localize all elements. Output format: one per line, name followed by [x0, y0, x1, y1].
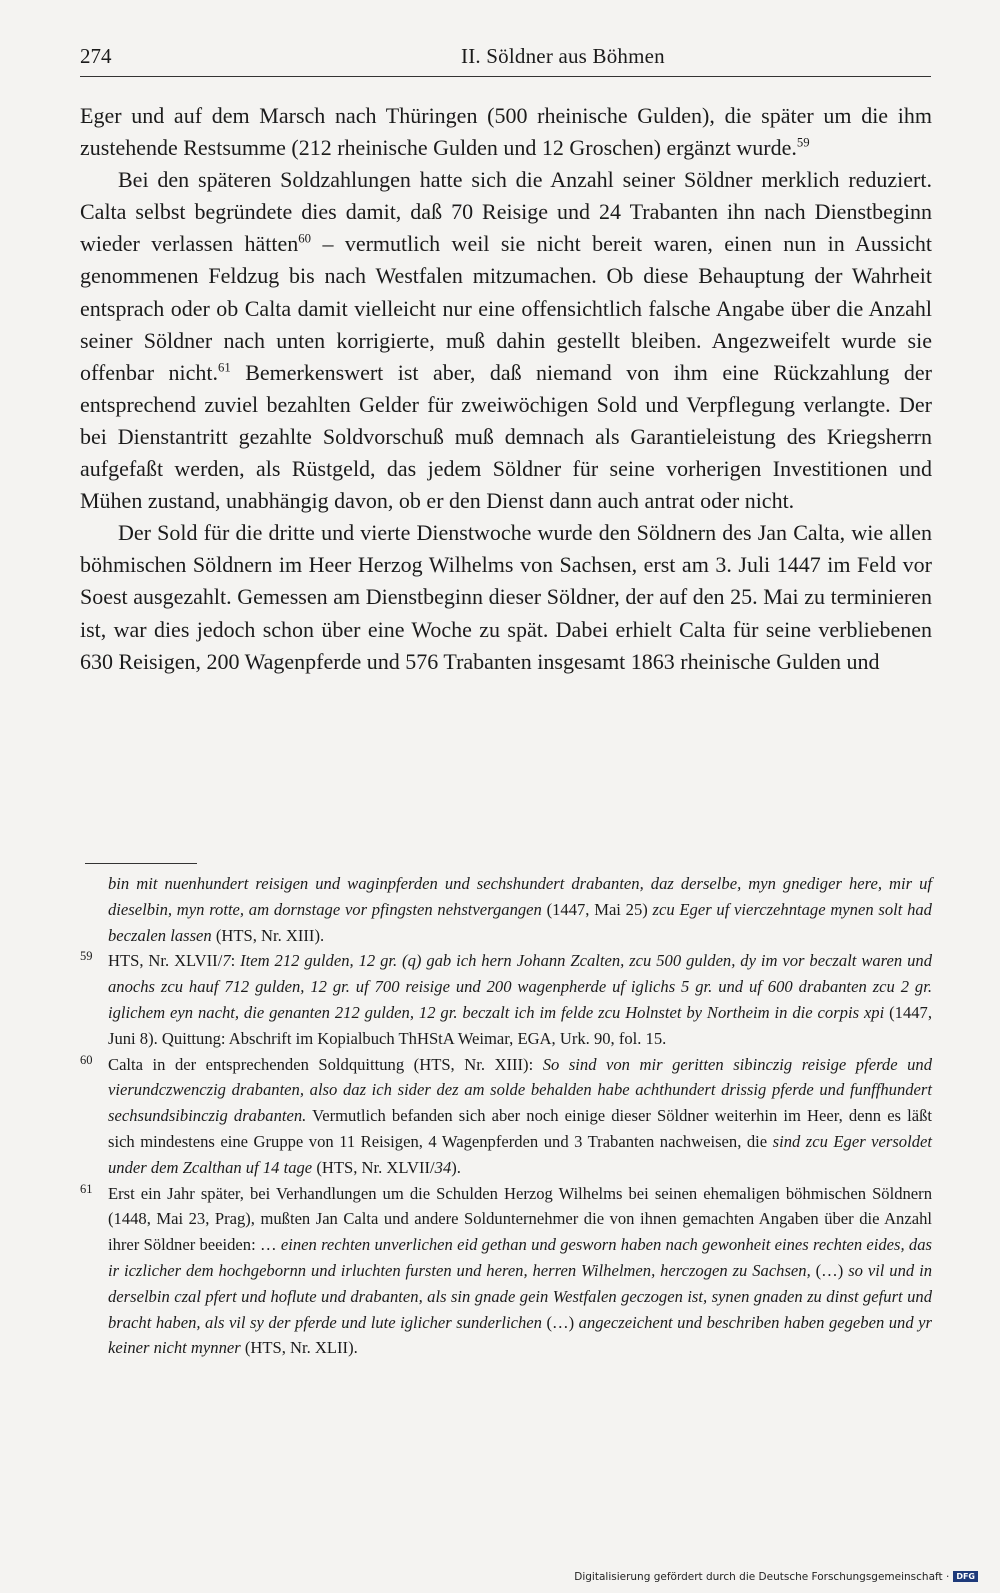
quoted-source-text: bin mit nuenhundert reisigen und waginpferden und sechshundert drabanten, daz derselbe, myn gnediger here, mir uf dieselbin, myn rotte, am dornstage vor pfingsten nehstvergangen — [108, 874, 932, 919]
main-text — [80, 100, 932, 678]
footnote-text: Vermutlich befanden sich aber noch einige dieser Söldner weiterhin im Heer, denn es läßt sich mindestens eine Gruppe von 11 Reisigen, 4 Wagenpferden und 3 Trabanten nachweisen, die — [108, 1106, 932, 1151]
page-header — [80, 42, 931, 77]
footnote-ref: 60 — [298, 232, 312, 247]
footnote-text: : — [230, 951, 241, 971]
quoted-source-text: Item 212 gulden, 12 gr. (q) gab ich hern Johann Zcalten, zcu 500 gulden, dy im vor beczalt waren und anochs zcu hauf 712 gulden, 12 gr. uf 700 reisige und 200 wagenpherde uf iglichs 5 gr. und uf 600 drabanten zcu 2 gr. iglichem eyn nacht, die genanten 212 gulden, 12 gr. beczalt ich im felde zcu Holnstet by Northeim in die corpis xpi — [108, 951, 932, 1022]
text-run: – vermutlich weil sie nicht bereit waren, einen nun in Aussicht genommenen Feldzug bis nach Westfalen mitzumachen. Ob diese Behauptung der Wahrheit entsprach oder ob Calta damit vielleicht nur eine offensichtlich falsche Angabe über die Anzahl seiner Söldner nach unten korrigierte, muß dahin gestellt bleiben. Angezweifelt wurde sie offenbar nicht. — [80, 231, 932, 385]
text-run: Eger und auf dem Marsch nach Thüringen (500 rheinische Gulden), die später um die ihm zustehende Restsumme (212 rheinische Gulden und 12 Groschen) ergänzt wurde. — [80, 103, 932, 161]
quoted-source-text: angeczeichent und beschriben haben gegeben und yr keiner nicht mynner — [108, 1312, 932, 1358]
quoted-source-text: 7 — [222, 951, 231, 971]
running-title: II. Söldner aus Böhmen — [461, 44, 665, 68]
footnote-text: (1447, Juni 8). Quittung: Abschrift im Kopialbuch ThHStA Weimar, EGA, Urk. 90, fol. 15. — [108, 1002, 932, 1048]
paragraph — [80, 164, 932, 517]
footnote-number: 61 — [80, 1181, 93, 1196]
quoted-source-text: 34 — [434, 1157, 452, 1177]
footnote-divider — [85, 863, 197, 864]
footnote-text: (…) — [810, 1260, 849, 1280]
quoted-source-text: so vil und in derselbin czal pfert und hoflute und drabanten, als sin gnade gein Westfalen geczogen ist, synen gnaden zu dinst gefurt und bracht haben, als vil sy der pferde und lute iglicher sunderlichen — [108, 1260, 932, 1332]
footnote-text: ). — [451, 1157, 461, 1177]
digitization-credit — [574, 1571, 978, 1583]
footnote — [80, 1052, 932, 1181]
footnote-number: 60 — [80, 1052, 93, 1067]
footnote-text: (…) — [541, 1312, 579, 1332]
quoted-source-text: sind zcu Eger versoldet under dem Zcalthan uf 14 tage — [108, 1131, 932, 1177]
text-run: Bemerkenswert ist aber, daß niemand von ihm eine Rückzahlung der entsprechend zuviel bezahlten Gelder für zweiwöchigen Sold und Verpflegung verlangte. Der bei Dienstantritt gezahlte Soldvorschuß muß demnach als Garantieleistung des Kriegsherrn aufgefaßt werden, als Rüstgeld, das jedem Söldner für seine vorherigen Investitionen und Mühen zustand, unabhängig davon, ob er den Dienst dann auch antrat oder nicht. — [80, 359, 933, 514]
footnote-ref: 61 — [218, 360, 231, 375]
footnote-ref: 59 — [796, 135, 810, 150]
paragraph — [80, 100, 932, 164]
dfg-logo: DFG — [953, 1571, 978, 1582]
page-number: 274 — [80, 44, 112, 68]
quoted-source-text: zcu Eger uf vierczehntage mynen solt had beczalen lassen — [108, 899, 932, 945]
footnote-text: (HTS, Nr. XIII). — [211, 925, 325, 945]
footnotes — [80, 871, 932, 1361]
quoted-source-text: So sind von mir geritten sibinczig reisige pferde und vierundczwenczig drabanten, also daz ich sider dez am solde behalden habe achthundert drissig pferde und funffhundert sechsundsibinczig drabanten. — [108, 1054, 932, 1126]
footnote-text: Calta in der entsprechenden Soldquittung (HTS, Nr. XIII): — [108, 1054, 543, 1074]
paragraph — [80, 517, 932, 677]
quoted-source-text: einen rechten unverlichen eid gethan und gesworn haben nach gewonheit eines rechten eides, das ir iczlicher dem hochgebornn und irluchten fursten und heren, herren Wilhelmen, herczogen zu Sachsen, — [108, 1235, 932, 1280]
credit-text: Digitalisierung gefördert durch die Deutsche Forschungsgemeinschaft · — [574, 1571, 950, 1583]
footnote-text: (1447, Mai 25) — [541, 899, 653, 919]
text-run: Bei den späteren Soldzahlungen hatte sich die Anzahl seiner Söldner merklich reduziert. Calta selbst begründete dies damit, daß 70 Reisige und 24 Trabanten ihn nach Dienstbeginn wieder verlassen hätten — [80, 167, 932, 257]
footnote-text: Erst ein Jahr später, bei Verhandlungen um die Schulden Herzog Wilhelms bei seinen ehemaligen böhmischen Söldnern (1448, Mai 23, Prag), mußten Jan Calta und andere Soldunternehmer die von ihnen gemachten Angaben über die Anzahl ihrer Söldner beeiden: … — [108, 1183, 932, 1255]
footnote — [80, 948, 932, 1051]
text-run: Der Sold für die dritte und vierte Dienstwoche wurde den Söldnern des Jan Calta, wie allen böhmischen Söldnern im Heer Herzog Wilhelms von Sachsen, erst am 3. Juli 1447 im Feld vor Soest ausgezahlt. Gemessen am Dienstbeginn dieser Söldner, der auf den 25. Mai zu terminieren ist, war dies jedoch schon über eine Woche zu spät. Dabei erhielt Calta für seine verbliebenen 630 Reisigen, 200 Wagenpferde und 576 Trabanten insgesamt 1863 rheinische Gulden und — [80, 520, 932, 674]
footnote-text: (HTS, Nr. XLVII/ — [312, 1157, 435, 1177]
footnote — [80, 871, 932, 948]
footnote-text: HTS, Nr. XLVII/ — [108, 951, 223, 971]
footnote — [80, 1181, 932, 1362]
footnote-number: 59 — [80, 949, 93, 964]
footnote-text: (HTS, Nr. XLII). — [240, 1338, 358, 1358]
